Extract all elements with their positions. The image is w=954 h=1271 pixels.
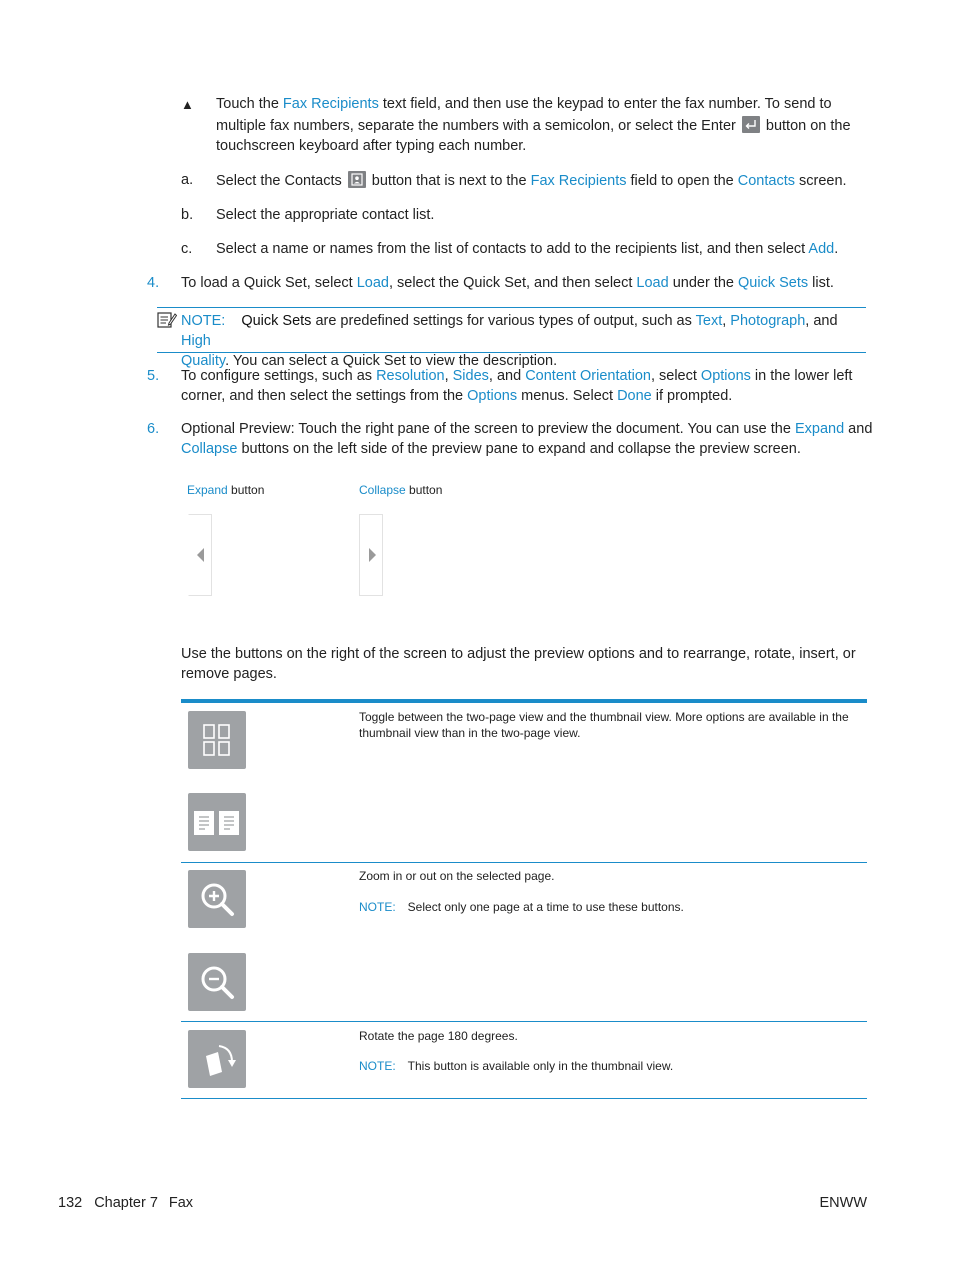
fax-number-instruction	[216, 95, 866, 157]
text: To load a Quick Set, select	[181, 275, 357, 291]
text: , and	[488, 368, 526, 384]
zoom-in-icon	[188, 870, 246, 928]
text: text field, and then use the keypad to enter the fax number. To send to	[378, 96, 832, 112]
collapse-label: Collapse	[359, 483, 406, 497]
note-label: NOTE:	[359, 900, 396, 914]
done-link[interactable]: Done	[617, 387, 652, 404]
text: menus. Select	[517, 387, 618, 404]
text: Optional Preview: Touch the right pane of the screen to preview the document. You can use the	[181, 421, 795, 437]
text: To configure settings, such as	[181, 368, 377, 384]
bullet-marker: ▲	[181, 97, 194, 112]
text: ,	[722, 313, 731, 329]
description-line: thumbnail view than in the two-page view.	[359, 726, 581, 740]
quick-set-instruction	[181, 274, 871, 294]
text: field to open the	[626, 173, 738, 189]
rotate-icon	[188, 1030, 246, 1088]
table-row-rule	[181, 1021, 867, 1022]
footer-right: ENWW	[819, 1195, 867, 1211]
grid-view-icon	[188, 711, 246, 769]
text: , select	[650, 368, 701, 384]
step-marker-a: a.	[181, 172, 194, 188]
resolution-link[interactable]: Resolution	[376, 368, 445, 384]
text: Select the Contacts	[216, 173, 346, 189]
table-top-rule	[181, 699, 867, 703]
intro-line: Use the buttons on the right of the screen to adjust the preview options and to rearrange, rotate, insert, or	[181, 646, 856, 662]
note-text	[181, 312, 871, 372]
text: and	[844, 421, 873, 437]
section-label: Fax	[168, 1195, 194, 1211]
collapse-link[interactable]: Collapse	[181, 440, 238, 457]
zoom-out-icon	[188, 953, 246, 1011]
zoom-in-button[interactable]	[188, 870, 246, 928]
note-label: NOTE:	[181, 313, 226, 329]
step-number-4: 4.	[147, 275, 160, 291]
text: Touch the	[216, 96, 283, 112]
text: , select the Quick Set, and then select	[388, 275, 637, 291]
text: button	[227, 483, 265, 497]
contacts-link[interactable]: Contacts	[737, 173, 795, 189]
description-line: Toggle between the two-page view and the thumbnail view. More options are available in the	[359, 710, 849, 724]
text: screen.	[794, 173, 847, 189]
text: Select a name or names from the list of contacts to add to the recipients list, and then select	[216, 241, 809, 257]
high-quality-link[interactable]: Quality	[181, 353, 226, 369]
sides-link[interactable]: Sides	[452, 368, 489, 384]
rotate-note	[359, 1058, 859, 1074]
toggle-view-description	[359, 709, 859, 741]
enter-icon	[742, 116, 760, 133]
text: .	[834, 241, 839, 257]
text: in the lower left	[750, 368, 853, 384]
note-box	[157, 307, 866, 369]
text: if prompted.	[651, 387, 733, 404]
expand-button[interactable]	[188, 514, 212, 596]
options-link[interactable]: Options	[700, 368, 751, 384]
preview-instruction	[181, 420, 881, 459]
step-number-6: 6.	[147, 421, 160, 437]
zoom-note	[359, 899, 859, 915]
configure-settings-instruction	[181, 367, 881, 406]
table-bottom-rule	[181, 1098, 867, 1099]
collapse-caption	[359, 482, 442, 498]
contact-list-instruction: Select the appropriate contact list.	[216, 207, 435, 223]
load-link[interactable]: Load	[356, 275, 389, 291]
two-page-view-button[interactable]	[188, 793, 246, 851]
text-link[interactable]: Text	[695, 313, 723, 329]
text: under the	[668, 275, 739, 291]
text: , and	[805, 313, 838, 329]
fax-recipients-link[interactable]: Fax Recipients	[282, 96, 379, 112]
zoom-description: Zoom in or out on the selected page.	[359, 869, 555, 883]
add-link[interactable]: Add	[808, 241, 835, 257]
thumbnail-view-button[interactable]	[188, 711, 246, 769]
fax-recipients-link[interactable]: Fax Recipients	[530, 173, 627, 189]
expand-link[interactable]: Expand	[794, 421, 845, 437]
page-number: 132	[58, 1195, 83, 1211]
text: . You can select a Quick Set to view the description.	[225, 353, 558, 369]
quick-sets-term: Quick Sets	[241, 313, 312, 329]
contacts-instruction	[216, 171, 866, 192]
expand-caption	[187, 482, 264, 498]
text: button on the	[761, 117, 851, 134]
photograph-link[interactable]: Photograph	[730, 313, 806, 329]
options-link[interactable]: Options	[467, 387, 518, 404]
note-icon	[157, 311, 177, 336]
zoom-out-button[interactable]	[188, 953, 246, 1011]
collapse-button[interactable]	[359, 514, 383, 596]
preview-buttons-intro	[181, 645, 881, 684]
quick-sets-link[interactable]: Quick Sets	[738, 275, 809, 291]
contacts-icon	[348, 171, 366, 188]
intro-line: remove pages.	[181, 665, 277, 682]
load-link[interactable]: Load	[636, 275, 669, 291]
caret-left-icon	[189, 515, 211, 595]
note-text: This button is available only in the thumbnail view.	[407, 1059, 674, 1073]
table-row-rule	[181, 862, 867, 863]
note-label: NOTE:	[359, 1059, 396, 1073]
chapter-label: Chapter 7	[94, 1195, 158, 1211]
text: corner, and then select the settings from the	[181, 387, 468, 404]
note-text: Select only one page at a time to use these buttons.	[407, 900, 684, 914]
text: button that is next to the	[367, 173, 531, 189]
text: are predefined settings for various types of output, such as	[311, 313, 696, 329]
text: multiple fax numbers, separate the numbers with a semicolon, or select the Enter	[216, 117, 740, 134]
step-number-5: 5.	[147, 368, 160, 384]
two-page-icon	[188, 793, 246, 851]
text: ,	[444, 368, 453, 384]
content-orientation-link[interactable]: Content Orientation	[525, 368, 651, 384]
page-footer-left	[58, 1194, 193, 1214]
step-marker-c: c.	[181, 241, 193, 257]
rotate-button[interactable]	[188, 1030, 246, 1088]
text: button	[405, 483, 443, 497]
high-quality-link[interactable]: High	[181, 332, 211, 349]
step-marker-b: b.	[181, 207, 194, 223]
expand-label: Expand	[187, 483, 228, 497]
text: touchscreen keyboard after typing each number.	[216, 138, 527, 154]
rotate-description: Rotate the page 180 degrees.	[359, 1029, 518, 1043]
add-recipients-instruction	[216, 240, 896, 260]
caret-right-icon	[360, 515, 382, 595]
text: list.	[808, 275, 834, 291]
text: buttons on the left side of the preview pane to expand and collapse the preview screen.	[237, 440, 801, 457]
